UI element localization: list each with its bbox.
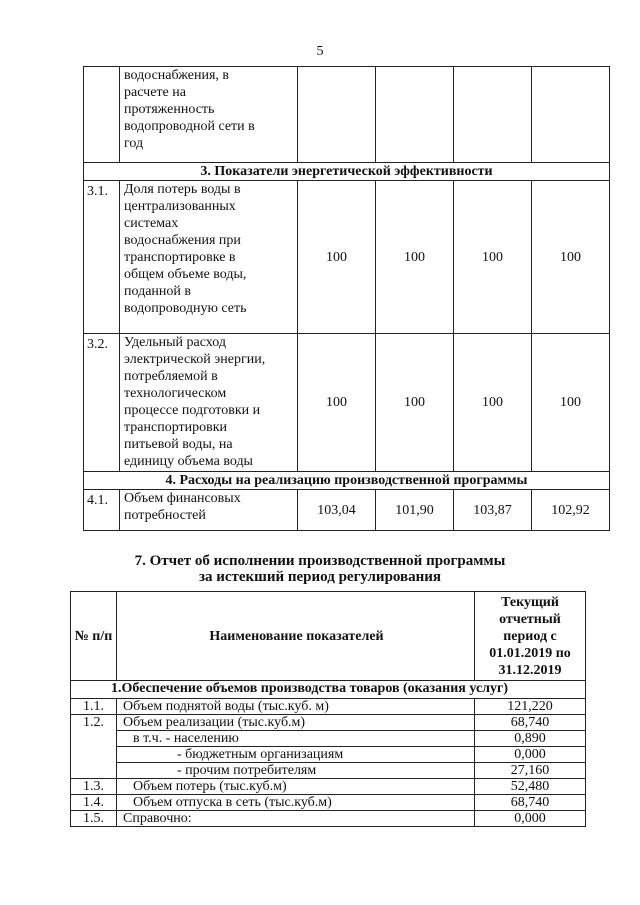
indicator-name: Объем финансовых потребностей <box>120 490 298 531</box>
section-title: 3. Показатели энергетической эффективности <box>84 163 610 181</box>
section-header-row <box>84 163 610 181</box>
value-cell: 27,160 <box>475 763 586 779</box>
value-cell: 100 <box>532 334 610 472</box>
value-cell: 100 <box>376 181 454 334</box>
report-heading-line1: 7. Отчет об исполнении производственной программы <box>134 553 506 569</box>
table-row <box>84 334 610 472</box>
value-cell: 100 <box>376 334 454 472</box>
section-header-row <box>84 472 610 490</box>
row-number <box>84 67 120 163</box>
value-cell: 102,92 <box>532 490 610 531</box>
row-number: 3.1. <box>84 181 120 334</box>
row-number: 1.2. <box>71 715 117 779</box>
indicator-name: Объем потерь (тыс.куб.м) <box>117 779 475 795</box>
performance-indicators-table <box>83 66 610 531</box>
section-title: 1.Обеспечение объемов производства товаров (оказания услуг) <box>71 681 586 699</box>
value-cell: 103,04 <box>298 490 376 531</box>
value-cell: 100 <box>454 181 532 334</box>
value-cell: 103,87 <box>454 490 532 531</box>
row-number: 4.1. <box>84 490 120 531</box>
value-cell: 101,90 <box>376 490 454 531</box>
indicator-name: Справочно: <box>117 811 475 827</box>
value-cell <box>454 67 532 163</box>
column-header-period: Текущий отчетный период с 01.01.2019 по 31.12.2019 <box>475 592 586 681</box>
value-cell <box>532 67 610 163</box>
row-number: 3.2. <box>84 334 120 472</box>
value-cell: 52,480 <box>475 779 586 795</box>
row-number: 1.1. <box>71 699 117 715</box>
table-row <box>84 490 610 531</box>
indicator-name: в т.ч. - населению <box>117 731 475 747</box>
table-row <box>71 779 586 795</box>
value-cell: 100 <box>454 334 532 472</box>
value-cell: 68,740 <box>475 795 586 811</box>
indicator-name: Объем отпуска в сеть (тыс.куб.м) <box>117 795 475 811</box>
table-row <box>84 181 610 334</box>
page-number: 5 <box>316 44 324 59</box>
column-header-name: Наименование показателей <box>117 592 475 681</box>
report-heading-line2: за истекший период регулирования <box>198 569 442 585</box>
table-row <box>71 795 586 811</box>
value-cell: 0,890 <box>475 731 586 747</box>
value-cell <box>376 67 454 163</box>
section-header-row <box>71 681 586 699</box>
value-cell: 0,000 <box>475 747 586 763</box>
indicator-name: - прочим потребителям <box>117 763 475 779</box>
table-row <box>71 699 586 715</box>
value-cell: 100 <box>532 181 610 334</box>
row-number: 1.3. <box>71 779 117 795</box>
value-cell: 121,220 <box>475 699 586 715</box>
table-row <box>71 731 586 747</box>
table-row <box>71 747 586 763</box>
value-cell: 0,000 <box>475 811 586 827</box>
table-row <box>71 715 586 731</box>
indicator-name: водоснабжения, в расчете на протяженность водопроводной сети в год <box>120 67 298 163</box>
value-cell: 100 <box>298 334 376 472</box>
section-title: 4. Расходы на реализацию производственной программы <box>84 472 610 490</box>
table-header-row <box>71 592 586 681</box>
column-header-number: № п/п <box>71 592 117 681</box>
value-cell: 100 <box>298 181 376 334</box>
indicator-name: Объем реализации (тыс.куб.м) <box>117 715 475 731</box>
indicator-name: Объем поднятой воды (тыс.куб. м) <box>117 699 475 715</box>
indicator-name: - бюджетным организациям <box>117 747 475 763</box>
program-execution-report-table <box>70 591 586 827</box>
indicator-name: Удельный расход электрической энергии, потребляемой в технологическом процессе подготовки и транспортировки питьевой воды, на единицу объема воды <box>120 334 298 472</box>
table-row <box>71 763 586 779</box>
value-cell: 68,740 <box>475 715 586 731</box>
value-cell <box>298 67 376 163</box>
row-number: 1.5. <box>71 811 117 827</box>
indicator-name: Доля потерь воды в централизованных системах водоснабжения при транспортировке в общем объеме воды, поданной в водопроводную сеть <box>120 181 298 334</box>
table-row <box>84 67 610 163</box>
row-number: 1.4. <box>71 795 117 811</box>
table-row <box>71 811 586 827</box>
